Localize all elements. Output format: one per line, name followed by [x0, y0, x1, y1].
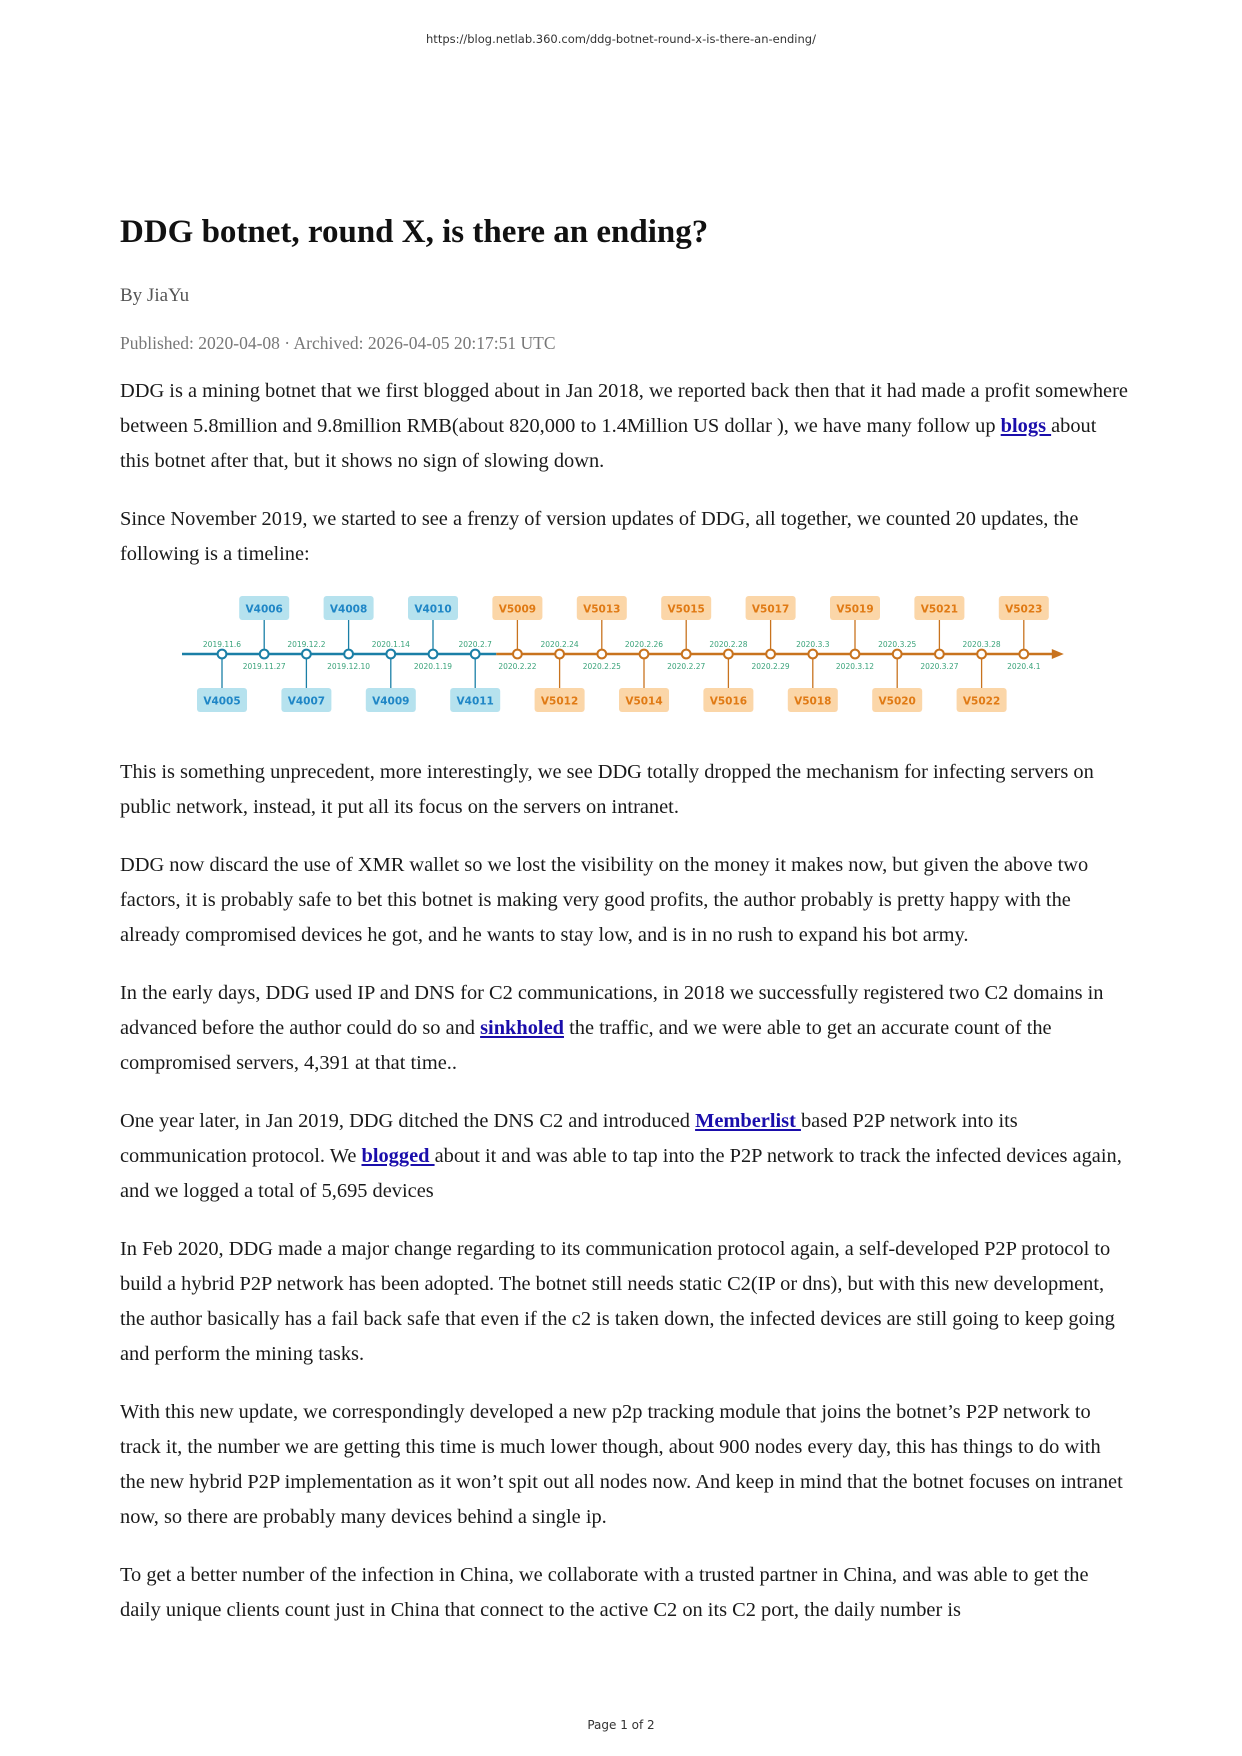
version-label: V5018	[794, 695, 832, 708]
version-timeline-figure	[120, 588, 1130, 746]
timeline-node	[429, 650, 438, 659]
version-label: V4007	[287, 695, 326, 708]
timeline-node	[302, 650, 311, 659]
date-label: 2020.3.12	[835, 662, 875, 671]
date-label: 2020.2.7	[458, 640, 492, 649]
timeline-node	[893, 650, 902, 659]
version-label: V5016	[709, 695, 748, 708]
date-label: 2020.1.19	[413, 662, 453, 671]
version-label: V5009	[498, 603, 537, 616]
paragraph-memberlist	[120, 1104, 1130, 1209]
timeline-node	[386, 650, 395, 659]
version-label: V5014	[625, 695, 663, 708]
author-byline: By JiaYu	[120, 285, 190, 306]
sinkholed-link[interactable]: sinkholed	[480, 1017, 564, 1039]
version-label: V5023	[1005, 603, 1043, 616]
text: the traffic, and we were able to get an accurate count of the compromised servers, 4,391 at that time..	[120, 1017, 1052, 1074]
text: In the early days, DDG used IP and DNS for C2 communications, in 2018 we successfully registered two C2 domains in advanced before the author could do so and	[120, 982, 1104, 1039]
text: DDG is a mining botnet that we first blogged about in Jan 2018, we reported back then that it had made a profit somewhere between 5.8million and 9.8million RMB(about 820,000 to 1.4Million US dollar ), we have many follow up	[120, 380, 1128, 437]
timeline-node	[344, 650, 353, 659]
version-label: V5013	[583, 603, 621, 616]
date-label: 2020.2.28	[709, 640, 748, 649]
date-label: 2020.2.29	[751, 662, 790, 671]
timeline-node	[218, 650, 227, 659]
blogs-link[interactable]: blogs	[1000, 415, 1052, 437]
text: about this botnet after that, but it shows no sign of slowing down.	[120, 415, 1097, 472]
date-label: 2020.3.3	[796, 640, 830, 649]
version-label: V4006	[245, 603, 283, 616]
timeline-node	[471, 650, 480, 659]
date-label: 2019.11.6	[202, 640, 242, 649]
date-label: 2020.2.25	[582, 662, 621, 671]
paragraph-china-count: To get a better number of the infection in China, we collaborate with a trusted partner in China, and was able to get the daily unique clients count just in China that connect to the active C2 on its C2 port, the daily number is	[120, 1564, 1089, 1621]
timeline-node	[935, 650, 944, 659]
paragraph-timeline-intro: Since November 2019, we started to see a frenzy of version updates of DDG, all together, we counted 20 updates, the following is a timeline:	[120, 508, 1079, 565]
version-label: V4009	[372, 695, 410, 708]
timeline-arrow	[1052, 649, 1064, 659]
timeline-node	[977, 650, 986, 659]
date-label: 2019.11.27	[242, 662, 286, 671]
timeline-node	[766, 650, 775, 659]
date-label: 2020.4.1	[1007, 662, 1041, 671]
timeline-node	[808, 650, 817, 659]
version-label: V4008	[329, 603, 368, 616]
date-label: 2020.2.27	[667, 662, 706, 671]
version-label: V5019	[836, 603, 874, 616]
version-label: V5017	[751, 603, 790, 616]
timeline-node	[555, 650, 564, 659]
version-label: V4010	[414, 603, 452, 616]
date-label: 2020.2.22	[498, 662, 537, 671]
date-label: 2020.2.24	[540, 640, 579, 649]
version-label: V5012	[540, 695, 579, 708]
timeline-node	[851, 650, 860, 659]
version-label: V4005	[203, 695, 241, 708]
text: about it and was able to tap into the P2P network to track the infected devices again, and we logged a total of 5,695 devices	[120, 1145, 1122, 1202]
blogged-link[interactable]: blogged	[361, 1145, 435, 1167]
paragraph-feb-2020: In Feb 2020, DDG made a major change regarding to its communication protocol again, a self-developed P2P protocol to build a hybrid P2P network has been adopted. The botnet still needs static C2(IP or dns), but with this new development, the author basically has a fail back safe that even if the c2 is taken down, the infected devices are still going to keep going and perform the mining tasks.	[120, 1238, 1115, 1365]
version-label: V4011	[456, 695, 494, 708]
memberlist-link[interactable]: Memberlist	[695, 1110, 801, 1132]
publish-meta: Published: 2020-04-08 · Archived: 2026-04-05 20:17:51 UTC	[120, 333, 556, 353]
timeline-node	[260, 650, 269, 659]
version-label: V5020	[878, 695, 916, 708]
timeline-node	[682, 650, 691, 659]
paragraph-xmr-wallet: DDG now discard the use of XMR wallet so we lost the visibility on the money it makes now, but given the above two factors, it is probably safe to bet this botnet is making very good profits, the author probably is pretty happy with the already compromised devices he got, and he wants to stay low, and is in no rush to expand his bot army.	[120, 854, 1089, 946]
paragraph-intro	[120, 374, 1130, 479]
version-label: V5021	[920, 603, 959, 616]
version-label: V5015	[667, 603, 705, 616]
paragraph-unprecedent: This is something unprecedent, more interestingly, we see DDG totally dropped the mechanism for infecting servers on public network, instead, it put all its focus on the servers on intranet.	[120, 761, 1094, 818]
paragraph-early-days	[120, 976, 1130, 1081]
date-label: 2019.12.2	[287, 640, 326, 649]
date-label: 2020.3.28	[962, 640, 1001, 649]
timeline-node	[513, 650, 522, 659]
date-label: 2020.3.25	[878, 640, 917, 649]
version-label: V5022	[962, 695, 1001, 708]
date-label: 2020.2.26	[624, 640, 664, 649]
article-title: DDG botnet, round X, is there an ending?	[120, 214, 709, 250]
timeline-node	[724, 650, 733, 659]
date-label: 2019.12.10	[327, 662, 371, 671]
article	[120, 210, 1130, 1628]
page-url: https://blog.netlab.360.com/ddg-botnet-round-x-is-there-an-ending/	[426, 32, 816, 46]
date-label: 2020.3.27	[920, 662, 959, 671]
paragraph-p2p-tracking: With this new update, we correspondingly developed a new p2p tracking module that joins the botnet’s P2P network to track it, the number we are getting this time is much lower though, about 900 nodes every day, this has things to do with the new hybrid P2P implementation as it won’t spit out all nodes now. And keep in mind that the botnet focuses on intranet now, so there are probably many devices behind a single ip.	[120, 1401, 1123, 1528]
page-number: Page 1 of 2	[587, 1718, 655, 1732]
text: based P2P network into its communication protocol. We	[120, 1110, 1018, 1167]
timeline-node	[640, 650, 649, 659]
date-label: 2020.1.14	[371, 640, 410, 649]
timeline-node	[597, 650, 606, 659]
timeline-node	[1019, 650, 1028, 659]
text: One year later, in Jan 2019, DDG ditched the DNS C2 and introduced	[120, 1110, 696, 1132]
